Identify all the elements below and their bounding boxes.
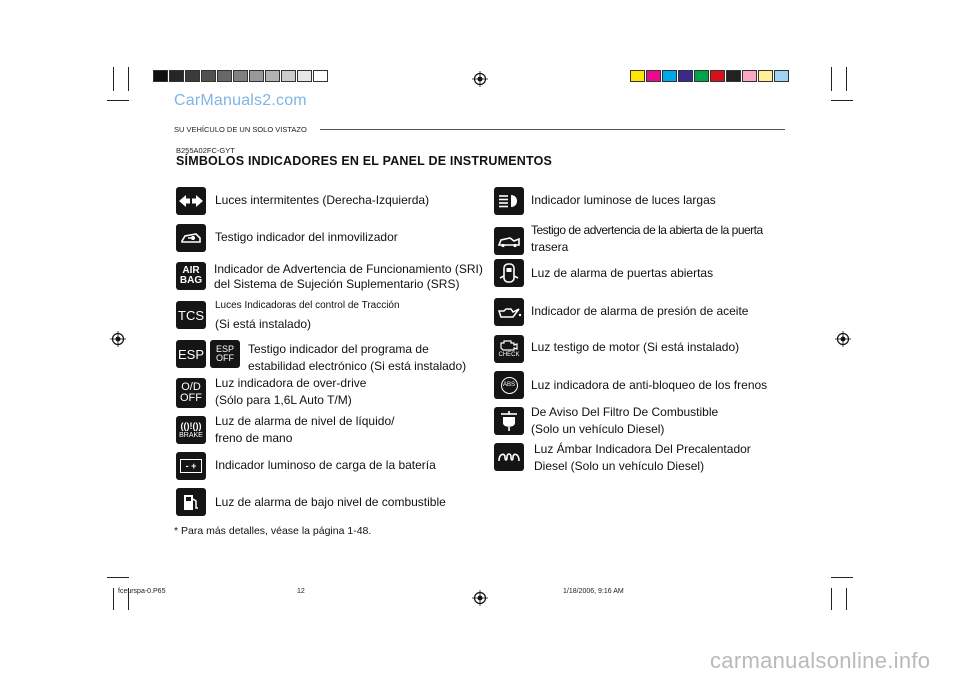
item-label: Luces intermitentes (Derecha-Izquierda): [215, 193, 430, 207]
gray-swatch: [281, 70, 296, 82]
icon-text: OFF: [180, 392, 202, 404]
gray-swatch: [201, 70, 216, 82]
door-open-icon: [494, 259, 524, 287]
od-off-icon: [176, 378, 206, 408]
esp-icon: [176, 340, 206, 368]
item-label: Luz de alarma de bajo nivel de combustible: [215, 495, 446, 509]
crop-mark: [846, 588, 847, 610]
item-label: del Sistema de Sujeción Suplementario (SRS): [214, 277, 460, 291]
glow-plug-icon: [494, 443, 524, 471]
gray-swatch: [313, 70, 328, 82]
item-label: Luz testigo de motor (Si está instalado): [531, 340, 740, 354]
item-label: Luz de alarma de puertas abiertas: [531, 266, 714, 280]
battery-outline: [180, 459, 202, 473]
abs-ring: [501, 377, 518, 394]
item-label: Luz Ámbar Indicadora Del Precalentador: [534, 442, 751, 456]
gray-swatch: [233, 70, 248, 82]
item-label: freno de mano: [215, 431, 293, 445]
footer-filename: fceurspa-0.P65: [118, 588, 166, 595]
item-label: trasera: [531, 240, 569, 254]
color-swatch: [662, 70, 677, 82]
watermark-bottom[interactable]: carmanualsonline.info: [710, 648, 931, 673]
footer-page-number: 12: [297, 588, 305, 595]
item-label: Testigo indicador del inmovilizador: [215, 230, 398, 244]
gray-swatch: [169, 70, 184, 82]
abs-icon: [494, 371, 524, 399]
high-beam-icon: [494, 187, 524, 215]
icon-text: O/D: [181, 381, 201, 393]
battery-charge-icon: [176, 452, 206, 480]
header-rule: [320, 129, 785, 130]
item-label: Luz indicadora de anti-bloqueo de los frenos: [531, 378, 768, 392]
crop-mark: [107, 100, 129, 101]
icon-text: CHECK: [498, 352, 520, 358]
watermark-top[interactable]: CarManuals2.com: [174, 92, 307, 109]
icon-text: BRAKE: [179, 431, 203, 439]
gray-swatch: [185, 70, 200, 82]
item-label: De Aviso Del Filtro De Combustible: [531, 405, 719, 419]
color-swatch: [630, 70, 645, 82]
footnote: * Para más detalles, véase la página 1-48.: [174, 525, 372, 537]
crop-mark: [831, 100, 853, 101]
icon-text: ESP: [177, 346, 204, 362]
registration-mark-icon: [472, 590, 488, 606]
color-swatch: [646, 70, 661, 82]
color-swatch: [758, 70, 773, 82]
crop-mark: [831, 67, 832, 91]
item-label: (Si está instalado): [215, 317, 312, 331]
crop-mark: [107, 577, 129, 578]
trunk-open-icon: [494, 227, 524, 255]
gray-swatch: [297, 70, 312, 82]
page-title: SÍMBOLOS INDICADORES EN EL PANEL DE INSTRUMENTOS: [176, 154, 553, 168]
icon-text: - +: [185, 460, 197, 471]
gray-swatch: [249, 70, 264, 82]
brake-warning-icon: [176, 416, 206, 444]
icon-text: TCS: [178, 307, 204, 323]
item-label: Testigo de advertencia de la abierta de la puerta: [531, 223, 763, 237]
color-swatch: [694, 70, 709, 82]
registration-mark-icon: [835, 331, 851, 347]
esp-off-icon: [210, 340, 240, 368]
footer-date: 1/18/2006, 9:16 AM: [563, 588, 624, 595]
item-label: Luces Indicadoras del control de Tracción: [215, 300, 400, 311]
icon-text: ESP: [215, 344, 234, 354]
icon-text: AIR: [182, 265, 200, 276]
airbag-icon: [176, 262, 206, 290]
crop-mark: [128, 67, 129, 91]
crop-mark: [113, 67, 114, 91]
color-swatch: [774, 70, 789, 82]
section-header: SU VEHÍCULO DE UN SOLO VISTAZO: [174, 125, 307, 134]
icon-text: (()!()): [180, 420, 202, 431]
crop-mark: [831, 577, 853, 578]
crop-mark: [846, 67, 847, 91]
gray-swatch: [217, 70, 232, 82]
oil-can-icon: [494, 298, 524, 326]
fuel-filter-icon: [494, 407, 524, 435]
crop-mark: [113, 588, 114, 610]
immobilizer-key-icon: [176, 224, 206, 252]
tcs-icon: [176, 301, 206, 329]
item-label: Luz de alarma de nivel de líquido/: [215, 414, 395, 428]
item-label: (Solo un vehículo Diesel): [531, 422, 665, 436]
item-label: Indicador luminose de luces largas: [531, 193, 716, 207]
icon-text: ABS: [502, 382, 515, 388]
item-label: Indicador de Advertencia de Funcionamiento (SRI): [214, 262, 483, 276]
color-swatch: [742, 70, 757, 82]
item-label: Indicador de alarma de presión de aceite: [531, 304, 749, 318]
crop-mark: [831, 588, 832, 610]
item-label: (Sólo para 1,6L Auto T/M): [215, 393, 352, 407]
color-swatch: [710, 70, 725, 82]
fuel-pump-icon: [176, 488, 206, 516]
item-label: Indicador luminoso de carga de la batería: [215, 458, 436, 472]
item-label: estabilidad electrónico (Si está instalado): [248, 359, 467, 373]
item-label: Diesel (Solo un vehículo Diesel): [534, 459, 705, 473]
color-swatch: [678, 70, 693, 82]
gray-swatch: [153, 70, 168, 82]
check-engine-icon: [494, 335, 524, 363]
icon-text: OFF: [216, 353, 234, 363]
color-swatch: [726, 70, 741, 82]
turn-signal-arrows-icon: [176, 187, 206, 215]
registration-mark-icon: [472, 71, 488, 87]
gray-swatch: [265, 70, 280, 82]
icon-text: BAG: [179, 275, 203, 286]
item-label: Testigo indicador del programa de: [248, 342, 429, 356]
item-label: Luz indicadora de over-drive: [215, 376, 367, 390]
section-code: B255A02FC-GYT: [176, 146, 235, 155]
registration-mark-icon: [110, 331, 126, 347]
